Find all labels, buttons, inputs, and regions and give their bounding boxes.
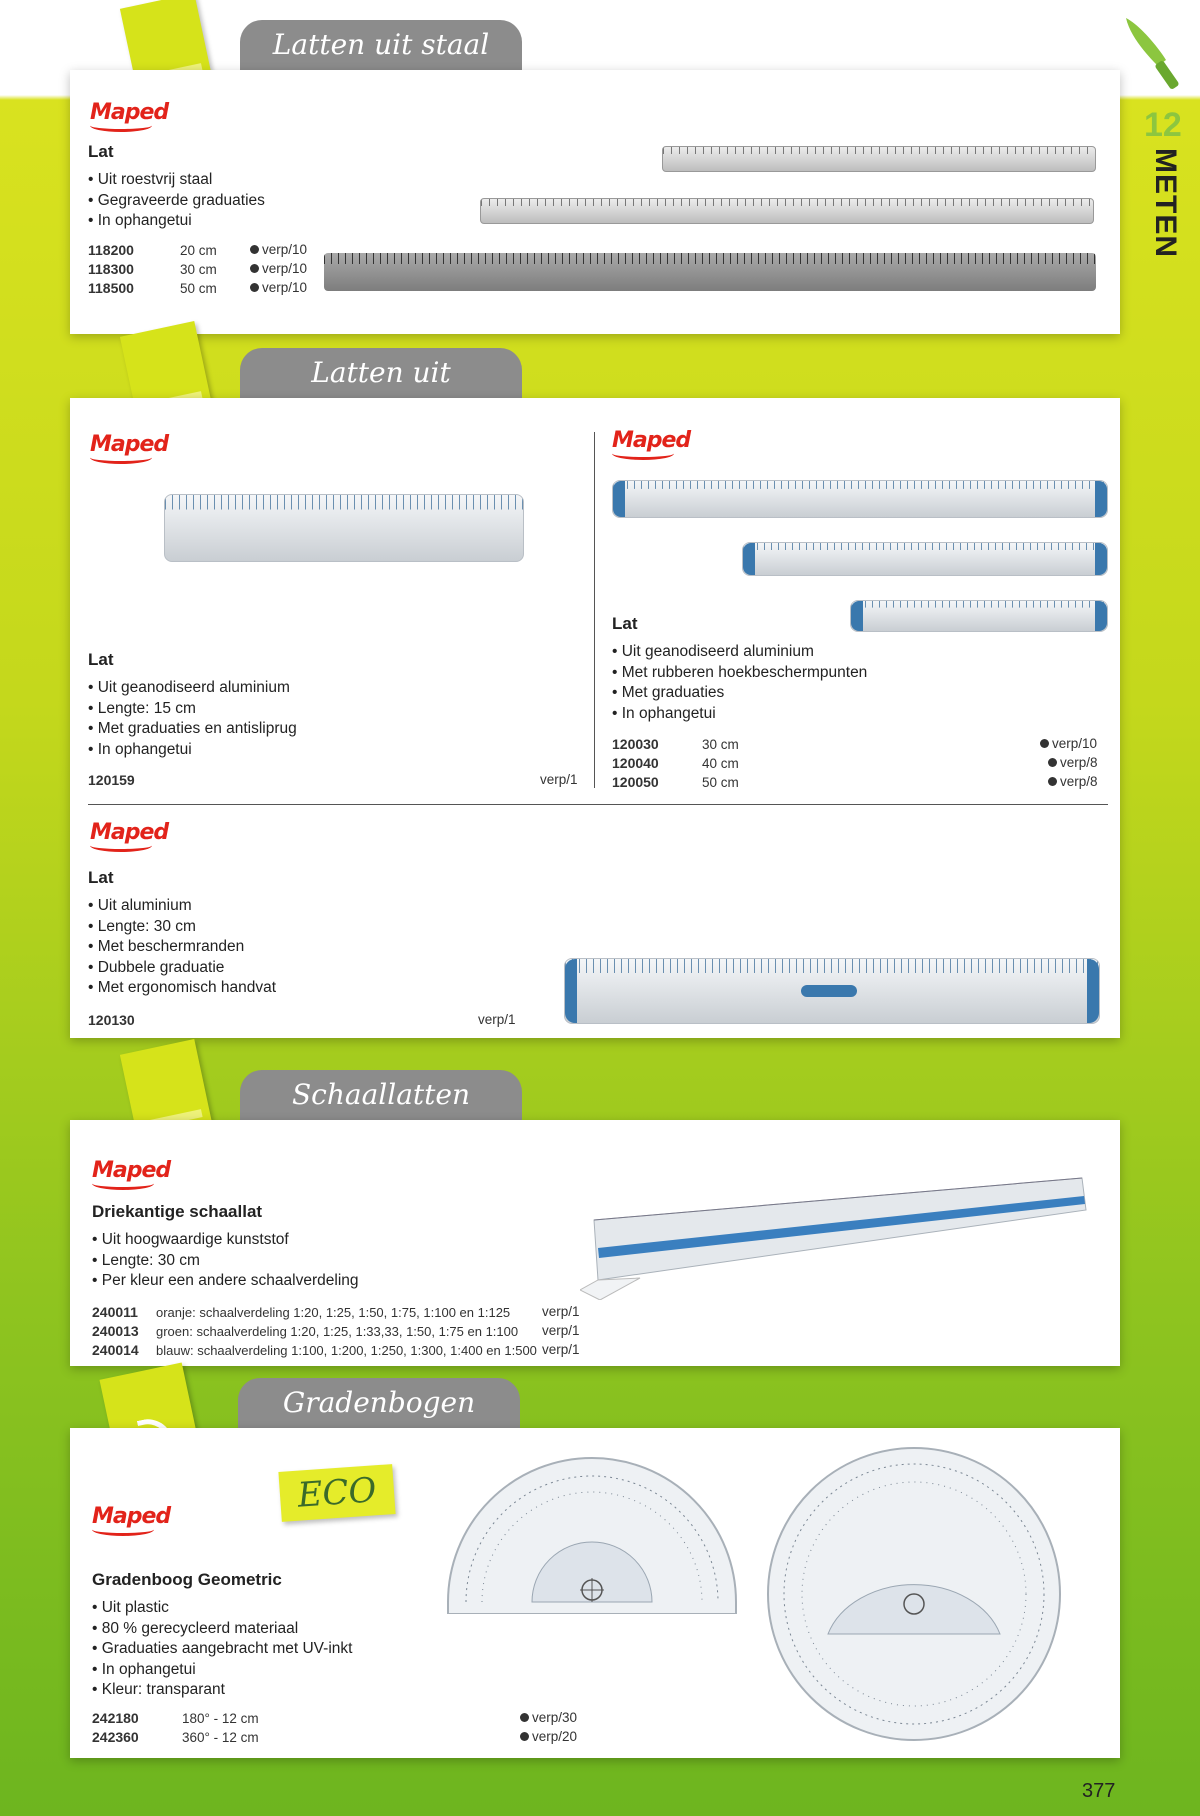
article-pack: verp/10 — [250, 280, 307, 295]
feature-item: • Uit aluminium — [88, 896, 276, 917]
feature-item: • Met ergonomisch handvat — [88, 978, 276, 999]
feature-item: • Uit geanodiseerd aluminium — [612, 642, 867, 663]
maped-logo: Maped — [612, 428, 690, 460]
article-desc: groen: schaalverdeling 1:20, 1:25, 1:33,33, 1:50, 1:75 en 1:100 — [156, 1324, 519, 1339]
article-size: 20 cm — [180, 243, 217, 258]
product-title: Lat — [612, 614, 638, 633]
article-pack: verp/8 — [1048, 755, 1098, 770]
article-pack: verp/20 — [520, 1729, 577, 1744]
eco-label: ECO — [278, 1464, 395, 1522]
paintbrush-icon — [1118, 14, 1188, 94]
feature-item: • In ophangetui — [88, 740, 297, 761]
feature-item: • Uit plastic — [92, 1598, 352, 1619]
feature-item: • In ophangetui — [88, 211, 265, 232]
aluminium-ruler-handle-image — [564, 958, 1100, 1024]
article-pack: verp/1 — [542, 1323, 580, 1338]
chapter-number: 12 — [1144, 106, 1182, 144]
article-code: 240013 — [92, 1323, 139, 1339]
panel-protractor — [70, 1428, 1120, 1758]
feature-list — [612, 642, 867, 724]
article-size: 50 cm — [702, 775, 739, 790]
protractor-360-image — [764, 1444, 1064, 1744]
chapter-title: METEN — [1149, 148, 1182, 258]
feature-item: • 80 % gerecycleerd materiaal — [92, 1619, 352, 1640]
article-size: 180° - 12 cm — [182, 1711, 259, 1726]
feature-item: • Gegraveerde graduaties — [88, 191, 265, 212]
article-size: 30 cm — [180, 262, 217, 277]
product-title: Lat — [88, 868, 114, 887]
article-size: 30 cm — [702, 737, 739, 752]
article-pack: verp/1 — [478, 1012, 516, 1027]
article-code: 118300 — [88, 261, 134, 277]
maped-logo: Maped — [90, 432, 168, 464]
maped-logo: Maped — [90, 820, 168, 852]
article-pack: verp/1 — [540, 772, 578, 787]
steel-ruler-50cm-image — [324, 253, 1096, 291]
page-number: 377 — [1082, 1780, 1116, 1802]
feature-item: • Met beschermranden — [88, 937, 276, 958]
product-title: Gradenboog Geometric — [92, 1570, 282, 1589]
aluminium-ruler-50cm-image — [612, 480, 1108, 518]
article-code: 120050 — [612, 774, 659, 790]
article-pack: verp/8 — [1048, 774, 1098, 789]
feature-item: • Uit geanodiseerd aluminium — [88, 678, 297, 699]
article-size: 50 cm — [180, 281, 217, 296]
article-code: 242360 — [92, 1729, 139, 1745]
article-size: 40 cm — [702, 756, 739, 771]
protractor-180-image — [442, 1452, 742, 1614]
feature-item: • In ophangetui — [92, 1660, 352, 1681]
tab-aluminium: Latten uit — [240, 348, 522, 398]
feature-list — [88, 170, 265, 232]
article-code: 120130 — [88, 1012, 135, 1028]
article-code: 240014 — [92, 1342, 139, 1358]
article-code: 118200 — [88, 242, 134, 258]
article-desc: oranje: schaalverdeling 1:20, 1:25, 1:50, 1:75, 1:100 en 1:125 — [156, 1305, 511, 1320]
article-code: 118500 — [88, 280, 134, 296]
article-pack: verp/30 — [520, 1710, 577, 1725]
tab-steel: Latten uit staal — [240, 20, 522, 70]
feature-item: • Graduaties aangebracht met UV-inkt — [92, 1639, 352, 1660]
feature-list — [88, 896, 276, 999]
article-code: 242180 — [92, 1710, 139, 1726]
feature-item: • Lengte: 30 cm — [88, 917, 276, 938]
article-desc: blauw: schaalverdeling 1:100, 1:200, 1:250, 1:300, 1:400 en 1:500 — [156, 1343, 537, 1358]
feature-item: • Lengte: 15 cm — [88, 699, 297, 720]
panel-aluminium — [70, 398, 1120, 1038]
steel-ruler-30cm-image — [480, 198, 1094, 224]
tab-protractor: Gradenbogen — [238, 1378, 520, 1428]
horizontal-divider — [88, 804, 1108, 805]
article-code: 120040 — [612, 755, 659, 771]
aluminium-ruler-15cm-image — [164, 494, 524, 562]
article-pack: verp/10 — [250, 242, 307, 257]
maped-logo: Maped — [90, 100, 168, 132]
triangular-scale-ruler-image — [580, 1150, 1100, 1300]
feature-item: • Dubbele graduatie — [88, 958, 276, 979]
feature-item: • Kleur: transparant — [92, 1680, 352, 1701]
steel-ruler-20cm-image — [662, 146, 1096, 172]
feature-item: • Lengte: 30 cm — [92, 1251, 359, 1272]
product-title: Lat — [88, 142, 114, 161]
article-pack: verp/10 — [250, 261, 307, 276]
aluminium-ruler-40cm-image — [742, 542, 1108, 576]
product-title: Driekantige schaallat — [92, 1202, 263, 1221]
feature-list — [88, 678, 297, 760]
feature-list — [92, 1230, 359, 1292]
feature-item: • In ophangetui — [612, 704, 867, 725]
article-size: 360° - 12 cm — [182, 1730, 259, 1745]
column-divider — [594, 432, 595, 788]
maped-logo: Maped — [92, 1158, 170, 1190]
article-code: 120030 — [612, 736, 659, 752]
aluminium-ruler-30cm-image — [850, 600, 1108, 632]
article-code: 120159 — [88, 772, 135, 788]
feature-item: • Per kleur een andere schaalverdeling — [92, 1271, 359, 1292]
feature-item: • Met rubberen hoekbeschermpunten — [612, 663, 867, 684]
ergonomic-handle — [801, 985, 857, 997]
feature-item: • Met graduaties en antisliprug — [88, 719, 297, 740]
article-pack: verp/1 — [542, 1342, 580, 1357]
panel-steel — [70, 70, 1120, 334]
feature-item: • Uit hoogwaardige kunststof — [92, 1230, 359, 1251]
feature-item: • Uit roestvrij staal — [88, 170, 265, 191]
panel-scale — [70, 1120, 1120, 1366]
maped-logo: Maped — [92, 1504, 170, 1536]
article-pack: verp/1 — [542, 1304, 580, 1319]
feature-list — [92, 1598, 352, 1701]
article-code: 240011 — [92, 1304, 138, 1320]
tab-scale: Schaallatten — [240, 1070, 522, 1120]
feature-item: • Met graduaties — [612, 683, 867, 704]
product-title: Lat — [88, 650, 114, 669]
article-pack: verp/10 — [1040, 736, 1097, 751]
